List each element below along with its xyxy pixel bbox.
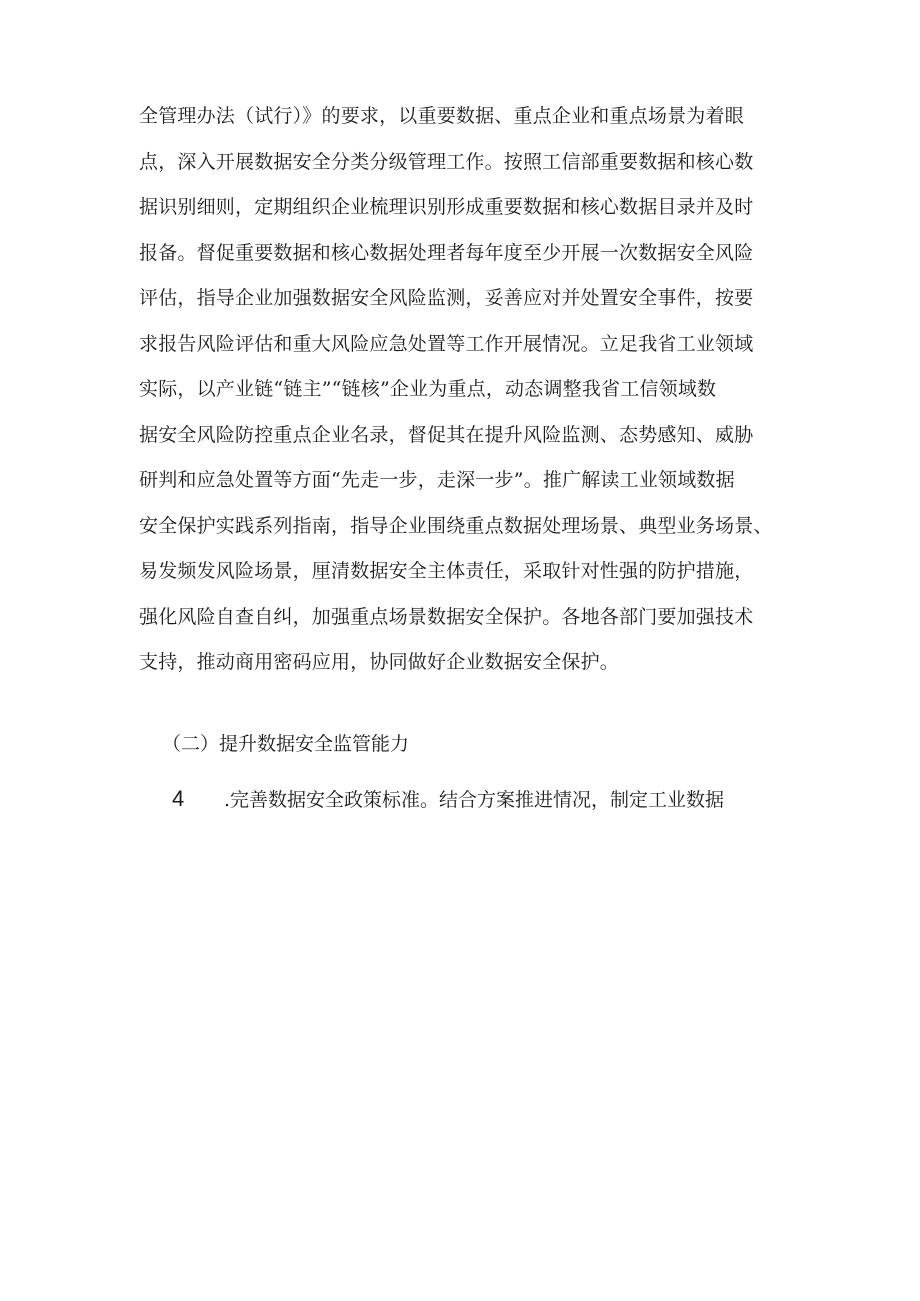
item-number: 4 bbox=[172, 786, 185, 811]
paragraph-line: 报备。督促重要数据和核心数据处理者每年度至少开展一次数据安全风险 bbox=[139, 241, 754, 264]
item-text: .完善数据安全政策标准。结合方案推进情况，制定工业数据 bbox=[224, 789, 725, 811]
paragraph-line: 强化风险自查自纠，加强重点场景数据安全保护。各地各部门要加强技术 bbox=[139, 605, 754, 628]
paragraph-line: 支持，推动商用密码应用，协同做好企业数据安全保护。 bbox=[139, 651, 620, 673]
paragraph-line: 安全保护实践系列指南，指导企业围绕重点数据处理场景、典型业务场景、 bbox=[139, 514, 773, 537]
paragraph-line: 实际，以产业链“链主”“链核”企业为重点，动态调整我省工信领域数 bbox=[139, 378, 717, 400]
numbered-item bbox=[172, 776, 724, 823]
section-heading: （二）提升数据安全监管能力 bbox=[162, 733, 410, 755]
paragraph-line: 据识别细则，定期组织企业梳理识别形成重要数据和核心数据目录并及时 bbox=[139, 196, 754, 218]
paragraph-line: 易发频发风险场景，厘清数据安全主体责任，采取针对性强的防护措施， bbox=[139, 560, 754, 582]
paragraph-line: 评估，指导企业加强数据安全风险监测，妥善应对并处置安全事件，按要 bbox=[139, 287, 754, 309]
paragraph-line: 点，深入开展数据安全分类分级管理工作。按照工信部重要数据和核心数 bbox=[139, 150, 754, 173]
paragraph-line: 研判和应急处置等方面“先走一步，走深一步”。推广解读工业领域数据 bbox=[139, 469, 735, 491]
paragraph-line: 求报告风险评估和重大风险应急处置等工作开展情况。立足我省工业领域 bbox=[139, 332, 754, 355]
paragraph-line: 据安全风险防控重点企业名录，督促其在提升风险监测、态势感知、威胁 bbox=[139, 423, 754, 446]
body-paragraph bbox=[139, 94, 839, 686]
paragraph-line: 全管理办法（试行）》的要求，以重要数据、重点企业和重点场景为着眼 bbox=[139, 105, 744, 127]
